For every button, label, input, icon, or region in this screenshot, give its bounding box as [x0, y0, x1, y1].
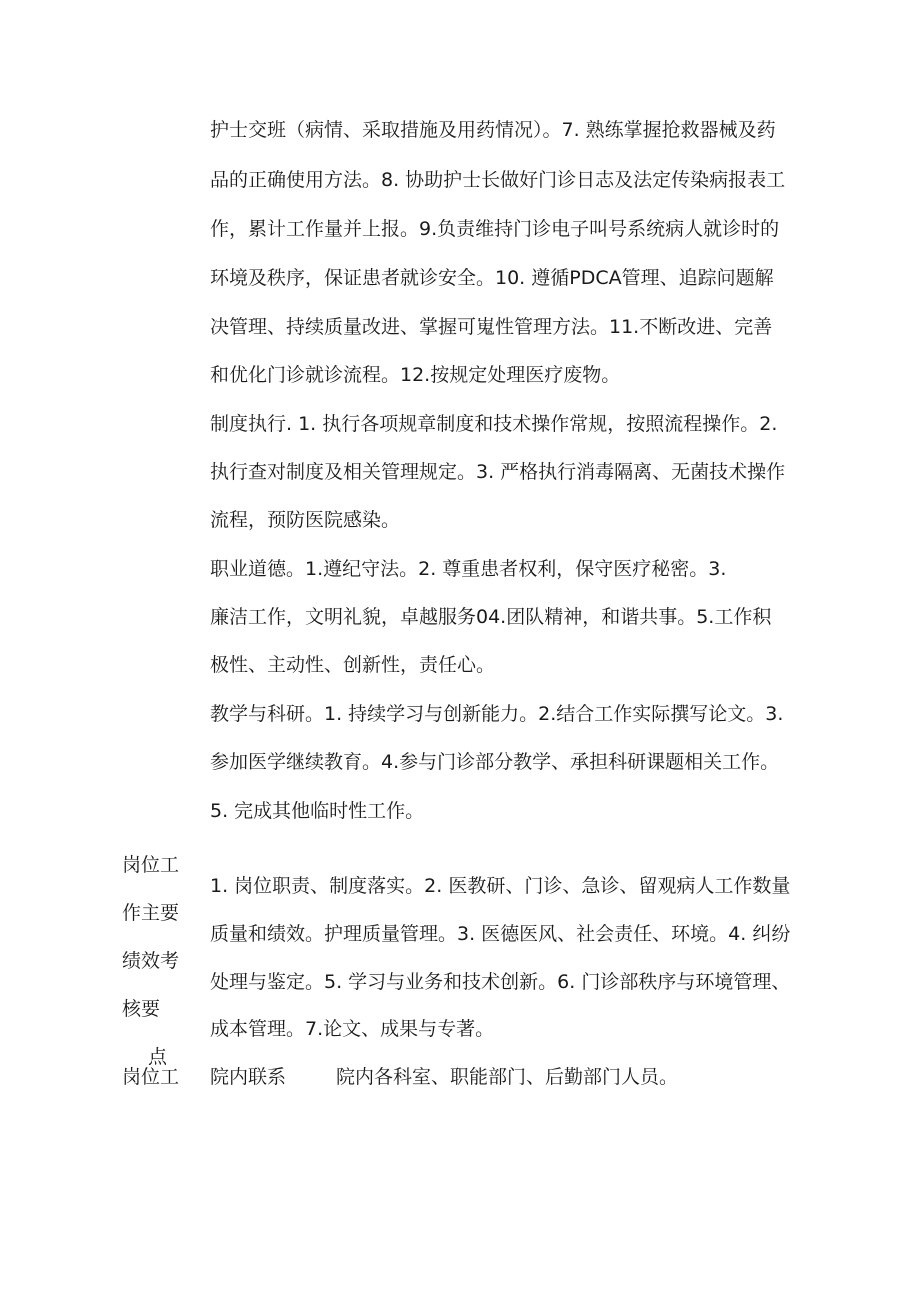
performance-side-label: 绩效考 — [122, 950, 180, 972]
system-execution-line: 制度执行. 1. 执行各项规章制度和技术操作常规，按照流程操作。2. — [210, 413, 778, 435]
ethics-line: 廉洁工作，文明礼貌，卓越服务04.团队精神，和谐共事。5.工作积 — [210, 606, 772, 628]
performance-content-line: 1. 岗位职责、制度落实。2. 医教研、门诊、急诊、留观病人工作数量 — [210, 875, 791, 897]
duty-text-line: 环境及秩序，保证患者就诊安全。10. 遵循PDCA管理、追踪问题解 — [210, 267, 774, 289]
ethics-line: 极性、主动性、创新性，责任心。 — [210, 654, 496, 676]
duty-text-line: 护士交班（病情、采取措施及用药情况）。7. 熟练掌握抢救器械及药 — [210, 119, 776, 141]
duty-text-line: 决管理、持续质量改进、掌握可嵬性管理方法。11.不断改进、完善 — [210, 316, 773, 338]
system-execution-line: 流程，预防医院感染。 — [210, 509, 401, 531]
performance-side-label: 点 — [148, 1046, 168, 1068]
contact-label: 院内联系 — [210, 1066, 287, 1088]
performance-side-label: 核要 — [122, 998, 161, 1020]
system-execution-line: 执行查对制度及相关管理规定。3. 严格执行消毒隔离、无菌技术操作 — [210, 461, 786, 483]
duty-text-line: 品的正确使用方法。8. 协助护士长做好门诊日志及法定传染病报表工 — [210, 169, 786, 191]
teaching-research-line: 5. 完成其他临时性工作。 — [210, 800, 425, 822]
performance-side-label: 岗位工 — [122, 854, 180, 876]
performance-side-label: 作主要 — [122, 902, 180, 924]
duty-text-line: 作，累计工作量并上报。9.负责维持门诊电子叫号系统病人就诊时的 — [210, 218, 780, 240]
ethics-line: 职业道德。1.遵纪守法。2. 尊重患者权利，保守医疗秘密。3. — [210, 558, 727, 580]
duty-text-line: 和优化门诊就诊流程。12.按规定处理医疗废物。 — [210, 364, 621, 386]
teaching-research-line: 参加医学继续教育。4.参与门诊部分教学、承担科研课题相关工作。 — [210, 751, 780, 773]
contact-side-label: 岗位工 — [122, 1066, 180, 1088]
performance-content-line: 处理与鉴定。5. 学习与业务和技术创新。6. 门诊部秩序与环境管理、 — [210, 971, 791, 993]
teaching-research-line: 教学与科研。1. 持续学习与创新能力。2.结合工作实际撰写论文。3. — [210, 703, 784, 725]
performance-content-line: 质量和绩效。护理质量管理。3. 医德医风、社会责任、环境。4. 纠纷 — [210, 923, 791, 945]
contact-value: 院内各科室、职能部门、后勤部门人员。 — [336, 1066, 679, 1088]
performance-content-line: 成本管理。7.论文、成果与专著。 — [210, 1018, 495, 1040]
